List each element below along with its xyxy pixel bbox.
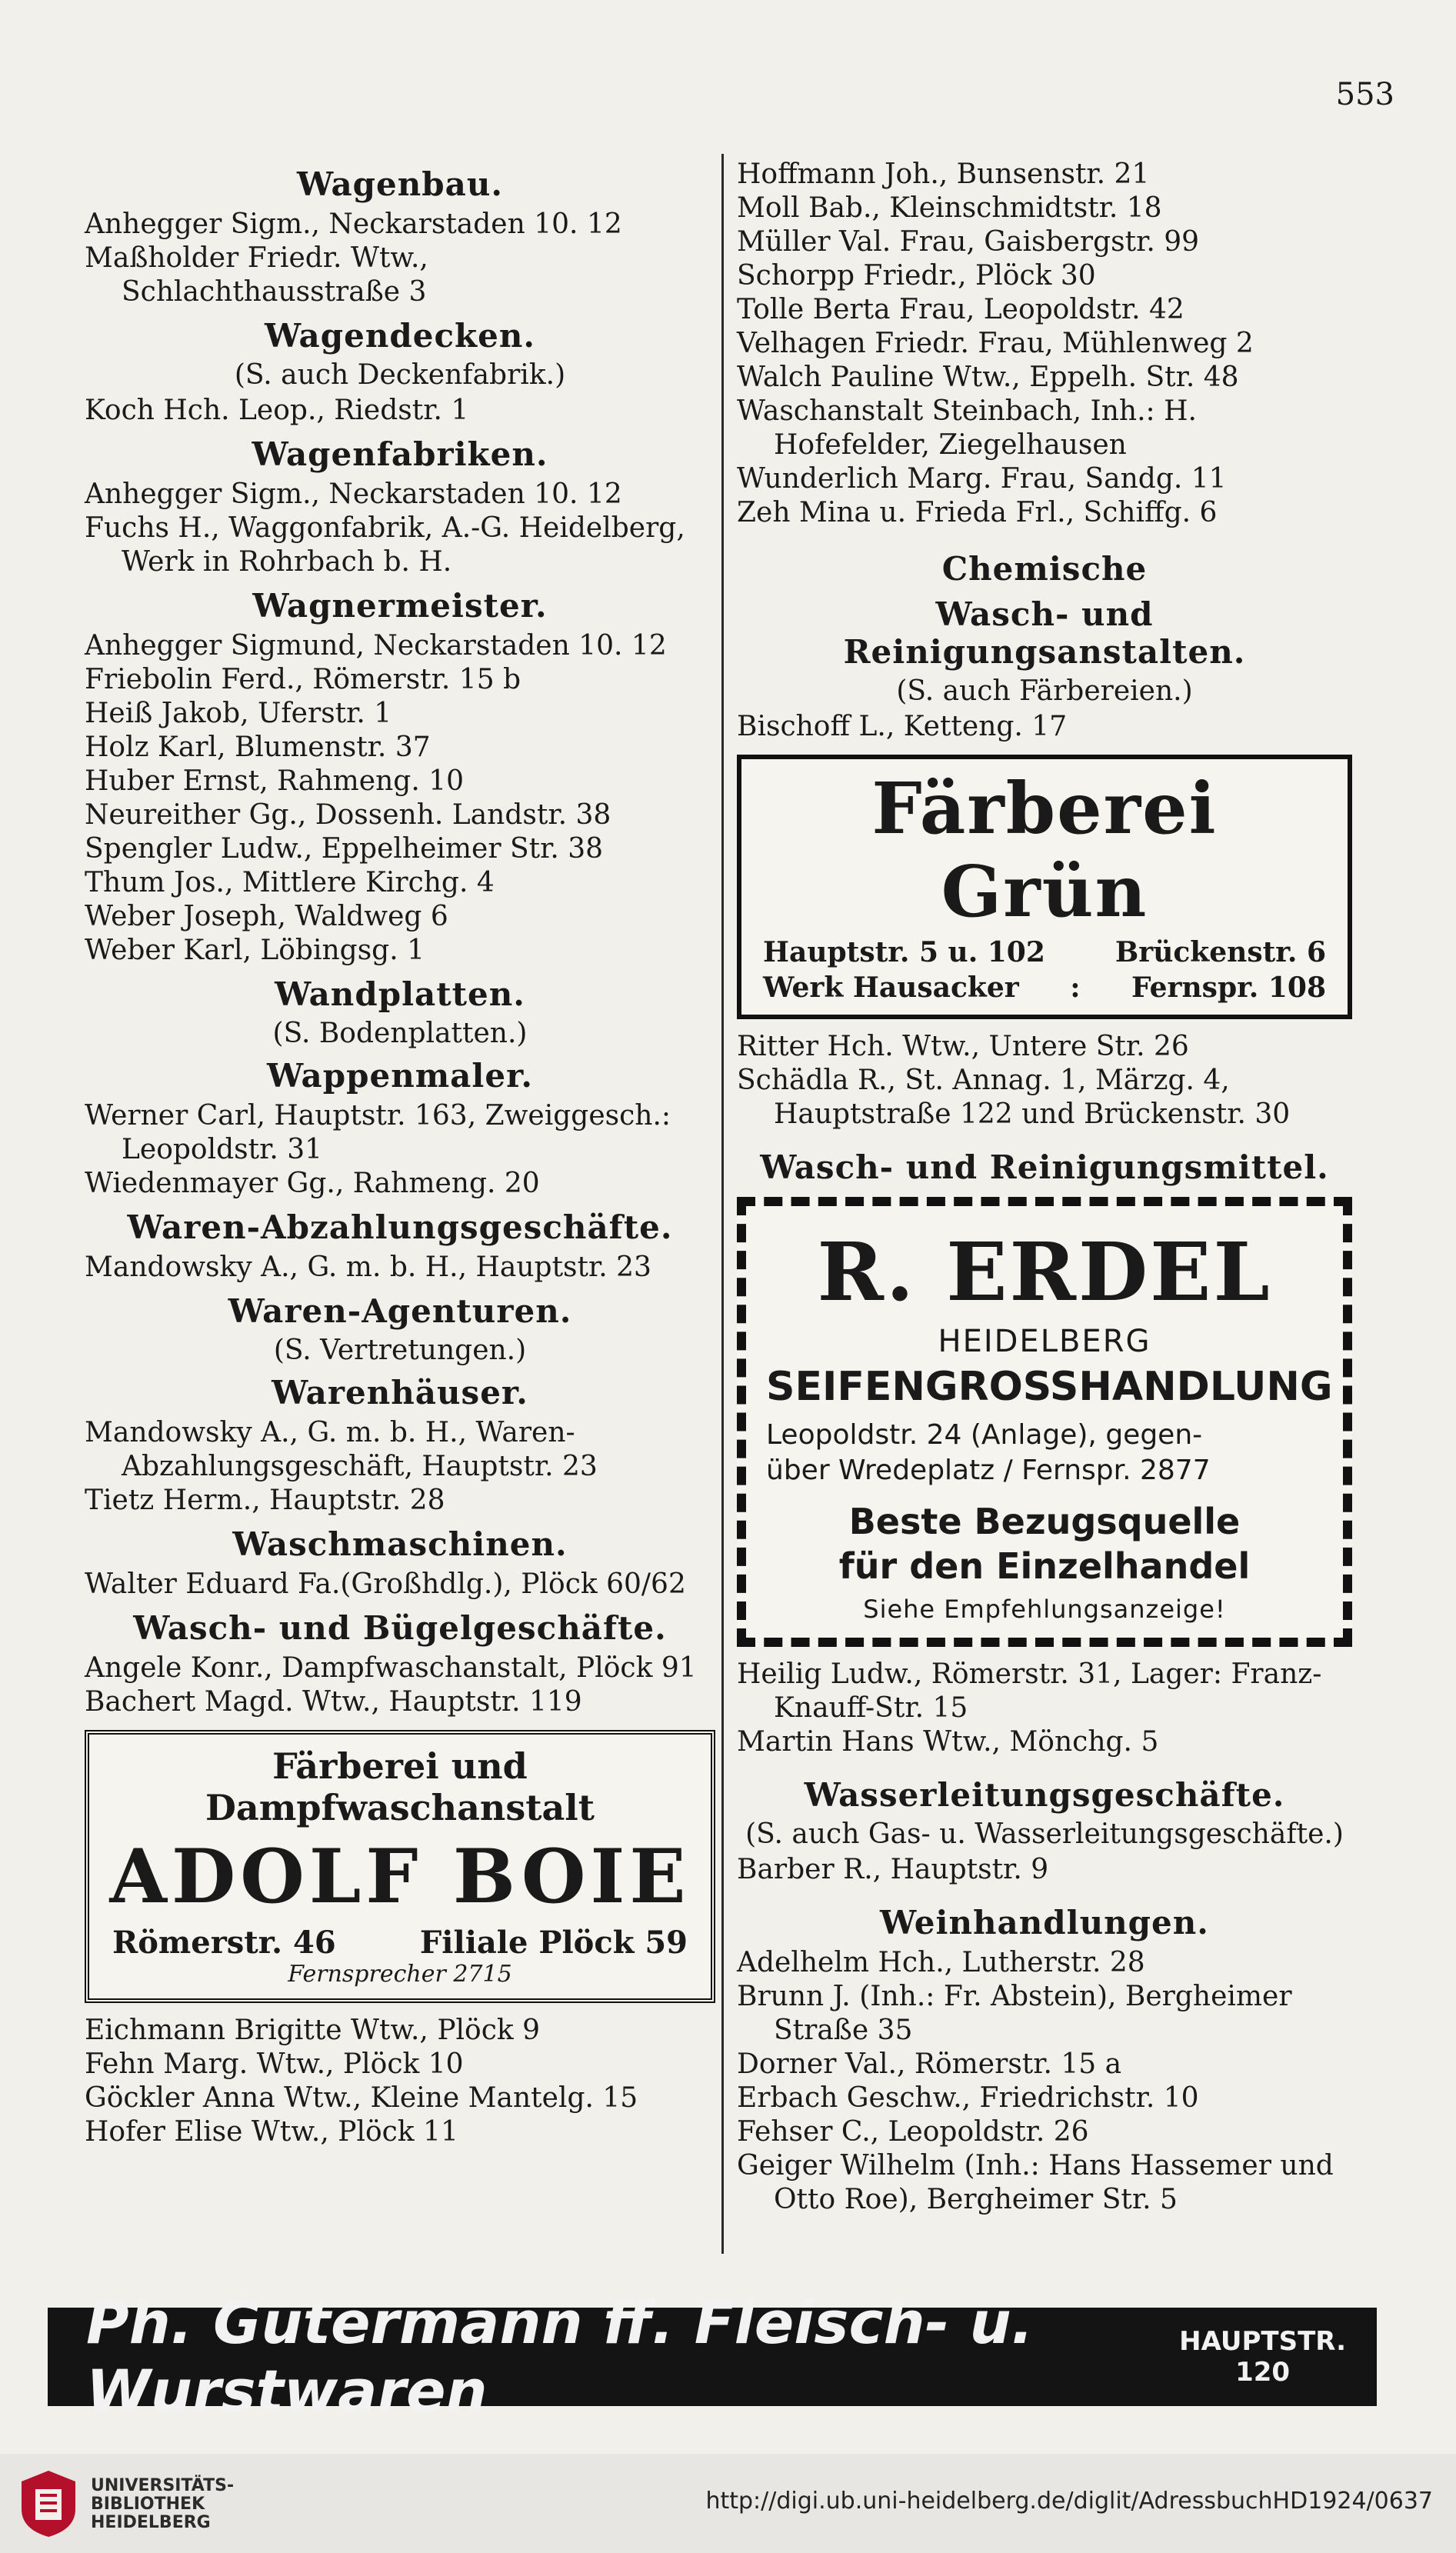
right-after-erdel-entries bbox=[737, 1658, 1352, 1759]
wein-entries bbox=[737, 1946, 1352, 2217]
ad-boie-phone: Fernsprecher 2715 bbox=[288, 1961, 512, 1988]
list-item: Geiger Wilhelm (Inh.: Hans Hassemer und Otto Roe), Bergheimer Str. 5 bbox=[737, 2150, 1334, 2215]
chem-entries bbox=[737, 710, 1352, 744]
ad-gruen-name: Färberei Grün bbox=[871, 767, 1218, 933]
section-heading: Wappenmaler. bbox=[267, 1057, 533, 1095]
list-item: Fuchs H., Waggonfabrik, A.-G. Heidelberg, Werk in Rohrbach b. H. bbox=[85, 512, 685, 578]
list-item: Eichmann Brigitte Wtw., Plöck 9 bbox=[85, 2015, 541, 2046]
banner-address-number: 120 bbox=[1235, 2357, 1291, 2388]
list-item: Walter Eduard Fa.(Großhdlg.), Plöck 60/62 bbox=[85, 1568, 686, 1600]
list-item: Ritter Hch. Wtw., Untere Str. 26 bbox=[737, 1031, 1189, 1062]
list-item: Weber Karl, Löbingsg. 1 bbox=[85, 935, 425, 966]
list-item: Angele Konr., Dampfwaschanstalt, Plöck 91 bbox=[85, 1652, 697, 1684]
ad-faerberei-gruen bbox=[737, 755, 1352, 1019]
section-heading: Waren-Agenturen. bbox=[228, 1292, 572, 1330]
list-item: Hoffmann Joh., Bunsenstr. 21 bbox=[737, 158, 1150, 190]
right-after-gruen-entries bbox=[737, 1030, 1352, 1132]
list-item: Bachert Magd. Wtw., Hauptstr. 119 bbox=[85, 1686, 582, 1718]
list-item: Anhegger Sigmund, Neckarstaden 10. 12 bbox=[85, 630, 667, 662]
list-item: Wiedenmayer Gg., Rahmeng. 20 bbox=[85, 1168, 540, 1199]
ad-erdel-note: Siehe Empfehlungsanzeige! bbox=[863, 1595, 1226, 1624]
ad-gruen-sep: : bbox=[1070, 972, 1081, 1004]
ad-erdel-name: R. ERDEL bbox=[817, 1225, 1272, 1319]
list-item: Heiß Jakob, Uferstr. 1 bbox=[85, 698, 392, 729]
list-item: Waschanstalt Steinbach, Inh.: H. Hofefelder, Ziegelhausen bbox=[737, 395, 1197, 461]
ad-boie-name: ADOLF BOIE bbox=[109, 1833, 691, 1920]
list-item: Walch Pauline Wtw., Eppelh. Str. 48 bbox=[737, 362, 1239, 393]
library-name[interactable] bbox=[91, 2477, 234, 2532]
list-item: Martin Hans Wtw., Mönchg. 5 bbox=[737, 1726, 1159, 1758]
list-item: Erbach Geschw., Friedrichstr. 10 bbox=[737, 2082, 1199, 2114]
section-heading: Waschmaschinen. bbox=[232, 1525, 568, 1563]
ad-boie-address: Römerstr. 46 bbox=[112, 1925, 336, 1961]
university-library-logo-icon[interactable] bbox=[14, 2466, 83, 2540]
ad-boie-headline: Färberei und Dampfwaschanstalt bbox=[205, 1745, 595, 1828]
list-item: Wunderlich Marg. Frau, Sandg. 11 bbox=[737, 463, 1227, 495]
list-item: Müller Val. Frau, Gaisbergstr. 99 bbox=[737, 226, 1200, 258]
section-subheading: (S. Bodenplatten.) bbox=[272, 1018, 528, 1049]
section-heading: Wandplatten. bbox=[275, 975, 525, 1013]
list-item: Anhegger Sigm., Neckarstaden 10. 12 bbox=[85, 208, 622, 240]
source-url-link[interactable]: http://digi.ub.uni-heidelberg.de/diglit/AdressbuchHD1924/0637 bbox=[705, 2488, 1433, 2515]
ad-boie-branch: Filiale Plöck 59 bbox=[419, 1925, 688, 1961]
ad-adolf-boie bbox=[85, 1730, 715, 2003]
ad-erdel-trade: SEIFENGROSSHANDLUNG bbox=[766, 1364, 1333, 1410]
section-subheading: (S. auch Deckenfabrik.) bbox=[234, 359, 566, 391]
heading-reinigungsmittel: Wasch- und Reinigungsmittel. bbox=[760, 1148, 1329, 1186]
ad-banner-gutermann bbox=[48, 2288, 1377, 2425]
library-name-line1: UNIVERSITÄTS- bbox=[91, 2476, 235, 2495]
list-item: Koch Hch. Leop., Riedstr. 1 bbox=[85, 395, 469, 426]
ad-r-erdel bbox=[737, 1197, 1352, 1647]
heading-weinhandlungen: Weinhandlungen. bbox=[880, 1904, 1209, 1941]
section-heading: Waren-Abzahlungsgeschäfte. bbox=[127, 1208, 673, 1246]
left-column bbox=[85, 158, 715, 2149]
sub-wasserleitung: (S. auch Gas- u. Wasserleitungsgeschäfte.) bbox=[745, 1818, 1344, 1850]
list-item: Fehser C., Leopoldstr. 26 bbox=[737, 2116, 1089, 2148]
list-item: Maßholder Friedr. Wtw., Schlachthausstraße 3 bbox=[85, 242, 428, 308]
left-after-ad-entries bbox=[85, 2014, 715, 2149]
right-column bbox=[737, 158, 1352, 2217]
ad-erdel-address-line2: über Wredeplatz / Fernspr. 2877 bbox=[766, 1455, 1211, 1486]
heading-wasch-reinigungsanstalten: Wasch- und Reinigungsanstalten. bbox=[843, 595, 1246, 671]
list-item: Zeh Mina u. Frieda Frl., Schiffg. 6 bbox=[737, 497, 1218, 528]
ad-gruen-works: Werk Hausacker bbox=[763, 972, 1019, 1004]
banner-address-street: HAUPTSTR. bbox=[1179, 2326, 1346, 2357]
section-subheading: (S. Vertretungen.) bbox=[273, 1335, 527, 1366]
heading-wasserleitung: Wasserleitungsgeschäfte. bbox=[804, 1776, 1285, 1814]
sub-chemische: (S. auch Färbereien.) bbox=[896, 675, 1193, 707]
list-item: Hofer Elise Wtw., Plöck 11 bbox=[85, 2116, 458, 2148]
section-heading: Warenhäuser. bbox=[272, 1374, 528, 1411]
list-item: Weber Joseph, Waldweg 6 bbox=[85, 901, 448, 932]
list-item: Velhagen Friedr. Frau, Mühlenweg 2 bbox=[737, 328, 1254, 359]
list-item: Moll Bab., Kleinschmidtstr. 18 bbox=[737, 192, 1162, 224]
section-heading: Wagenfabriken. bbox=[252, 435, 548, 473]
list-item: Bischoff L., Ketteng. 17 bbox=[737, 711, 1068, 742]
list-item: Mandowsky A., G. m. b. H., Hauptstr. 23 bbox=[85, 1252, 651, 1283]
column-divider bbox=[721, 154, 724, 2254]
list-item: Holz Karl, Blumenstr. 37 bbox=[85, 732, 431, 763]
ad-erdel-city: HEIDELBERG bbox=[938, 1324, 1151, 1359]
ad-gruen-address2: Brückenstr. 6 bbox=[1114, 936, 1326, 968]
library-name-line3: HEIDELBERG bbox=[91, 2513, 211, 2532]
list-item: Heilig Ludw., Römerstr. 31, Lager: Franz-Knauff-Str. 15 bbox=[737, 1658, 1322, 1724]
section-heading: Wagenbau. bbox=[296, 165, 504, 203]
list-item: Barber R., Hauptstr. 9 bbox=[737, 1854, 1049, 1885]
list-item: Friebolin Ferd., Römerstr. 15 b bbox=[85, 664, 521, 695]
list-item: Thum Jos., Mittlere Kirchg. 4 bbox=[85, 867, 495, 898]
list-item: Schädla R., St. Annag. 1, Märzg. 4, Hauptstraße 122 und Brückenstr. 30 bbox=[737, 1065, 1291, 1130]
list-item: Werner Carl, Hauptstr. 163, Zweiggesch.: Leopoldstr. 31 bbox=[85, 1100, 671, 1165]
library-name-line2: BIBLIOTHEK bbox=[91, 2495, 205, 2514]
ad-erdel-slogan2: für den Einzelhandel bbox=[838, 1545, 1251, 1587]
banner-text: Ph. Gutermann ff. Fleisch- u. Wurstwaren bbox=[86, 2288, 1034, 2425]
ad-erdel-address-line1: Leopoldstr. 24 (Anlage), gegen- bbox=[766, 1419, 1203, 1451]
section-heading: Wagnermeister. bbox=[252, 587, 548, 625]
heading-chemische: Chemische bbox=[941, 550, 1148, 588]
ad-gruen-phone: Fernspr. 108 bbox=[1131, 972, 1326, 1004]
list-item: Tietz Herm., Hauptstr. 28 bbox=[85, 1485, 445, 1516]
page-number: 553 bbox=[1335, 77, 1394, 112]
wasser-entries bbox=[737, 1853, 1352, 1887]
list-item: Fehn Marg. Wtw., Plöck 10 bbox=[85, 2048, 464, 2080]
section-heading: Wasch- und Bügelgeschäfte. bbox=[133, 1609, 667, 1647]
right-top-entries bbox=[737, 158, 1352, 530]
list-item: Göckler Anna Wtw., Kleine Mantelg. 15 bbox=[85, 2082, 638, 2114]
list-item: Brunn J. (Inh.: Fr. Abstein), Bergheimer Straße 35 bbox=[737, 1981, 1292, 2046]
list-item: Schorpp Friedr., Plöck 30 bbox=[737, 260, 1096, 292]
list-item: Anhegger Sigm., Neckarstaden 10. 12 bbox=[85, 478, 622, 510]
list-item: Neureither Gg., Dossenh. Landstr. 38 bbox=[85, 799, 611, 831]
ad-erdel-slogan1: Beste Bezugsquelle bbox=[848, 1501, 1241, 1542]
banner-address bbox=[1179, 2326, 1346, 2388]
ad-gruen-address: Hauptstr. 5 u. 102 bbox=[763, 936, 1045, 968]
list-item: Mandowsky A., G. m. b. H., Waren-Abzahlungsgeschäft, Hauptstr. 23 bbox=[85, 1417, 598, 1482]
list-item: Adelhelm Hch., Lutherstr. 28 bbox=[737, 1947, 1145, 1978]
section-heading: Wagendecken. bbox=[265, 317, 535, 355]
list-item: Tolle Berta Frau, Leopoldstr. 42 bbox=[737, 294, 1184, 325]
list-item: Dorner Val., Römerstr. 15 a bbox=[737, 2048, 1122, 2080]
left-sections bbox=[85, 165, 715, 1719]
list-item: Huber Ernst, Rahmeng. 10 bbox=[85, 765, 465, 797]
list-item: Spengler Ludw., Eppelheimer Str. 38 bbox=[85, 833, 604, 865]
viewer-footer bbox=[0, 2454, 1456, 2553]
